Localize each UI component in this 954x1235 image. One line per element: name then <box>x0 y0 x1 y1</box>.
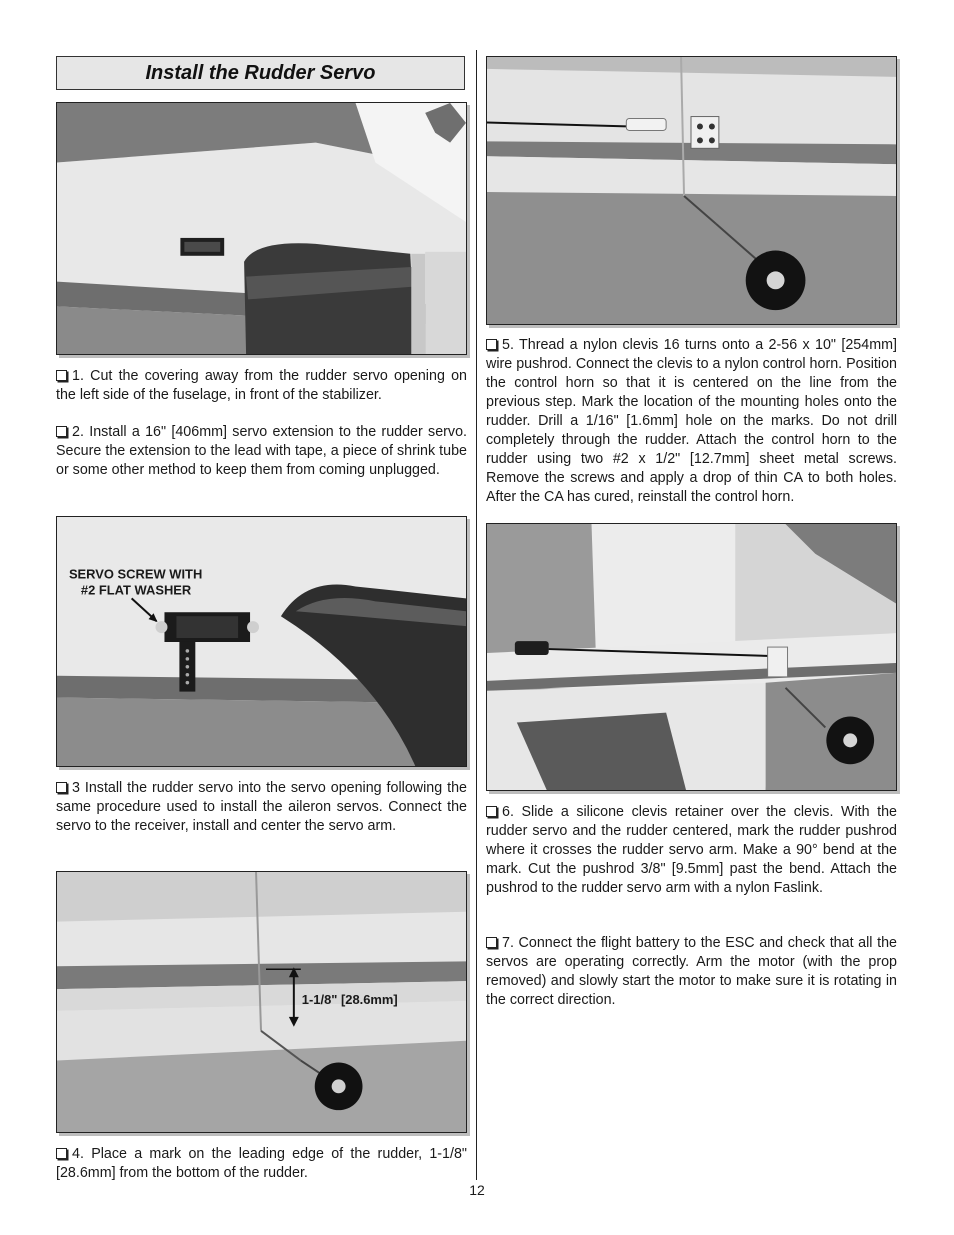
step-4 <box>56 1145 467 1183</box>
step-3-text: 3 Install the rudder servo into the servo opening following the same procedure used to install the aileron servos. Connect the servo to the receiver, install and center the servo arm. <box>56 780 467 834</box>
checkbox-step-5[interactable] <box>486 339 497 350</box>
column-divider <box>476 50 477 1180</box>
checkbox-step-6[interactable] <box>486 806 497 817</box>
checkbox-step-4[interactable] <box>56 1148 67 1159</box>
photo-control-horn <box>486 56 897 325</box>
step-1-text: 1. Cut the covering away from the rudder servo opening on the left side of the fuselage, in front of the stabilizer. <box>56 368 467 403</box>
step-7 <box>486 934 897 1010</box>
checkbox-step-3[interactable] <box>56 782 67 793</box>
label-servo-screw-line1: SERVO SCREW WITH <box>68 566 203 582</box>
checkbox-step-1[interactable] <box>56 370 67 381</box>
step-2-text: 2. Install a 16" [406mm] servo extension to the rudder servo. Secure the extension to the lead with tape, a piece of shrink tube or some other method to keep them from coming unplugged. <box>56 424 467 478</box>
section-title: Install the Rudder Servo <box>145 61 376 84</box>
checkbox-step-2[interactable] <box>56 426 67 437</box>
photo-rudder-mark <box>56 871 467 1133</box>
step-1 <box>56 367 467 405</box>
checkbox-step-7[interactable] <box>486 937 497 948</box>
photo-pushrod <box>486 523 897 791</box>
step-5-text: 5. Thread a nylon clevis 16 turns onto a 2-56 x 10" [254mm] wire pushrod. Connect the clevis to a nylon control horn. Position the control horn so that it is centered on the line from the previous step. Mark the location of the mounting holes onto the rudder. Drill a 1/16" [1.6mm] hole on the marks. Do not drill completely through the rudder. Attach the control horn to the rudder using two #2 x 1/2" [12.7mm] sheet metal screws. Remove the screws and apply a drop of thin CA to both holes. After the CA has cured, reinstall the control horn. <box>486 337 897 505</box>
label-measurement: 1-1/8" [28.6mm] <box>301 992 398 1007</box>
step-7-text: 7. Connect the flight battery to the ESC and check that all the servos are operating correctly. Arm the motor (with the prop removed) and slowly start the motor to make sure it is rotating in the correct direction. <box>486 935 897 1008</box>
step-3 <box>56 779 467 836</box>
page-number: 12 <box>469 1182 485 1198</box>
step-4-text: 4. Place a mark on the leading edge of the rudder, 1-1/8" [28.6mm] from the bottom of the rudder. <box>56 1146 467 1181</box>
step-6 <box>486 803 897 898</box>
label-servo-screw-line2: #2 FLAT WASHER <box>80 582 192 598</box>
photo-servo-screw <box>56 516 467 767</box>
step-5 <box>486 336 897 507</box>
step-2 <box>56 423 467 480</box>
section-title-box <box>56 56 465 90</box>
photo-servo-opening <box>56 102 467 355</box>
step-6-text: 6. Slide a silicone clevis retainer over the clevis. With the rudder servo and the rudder centered, mark the rudder pushrod where it crosses the rudder servo arm. Make a 90° bend at the mark. Cut the pushrod 3/8" [9.5mm] past the bend. Attach the pushrod to the rudder servo arm with a nylon Faslink. <box>486 804 897 896</box>
